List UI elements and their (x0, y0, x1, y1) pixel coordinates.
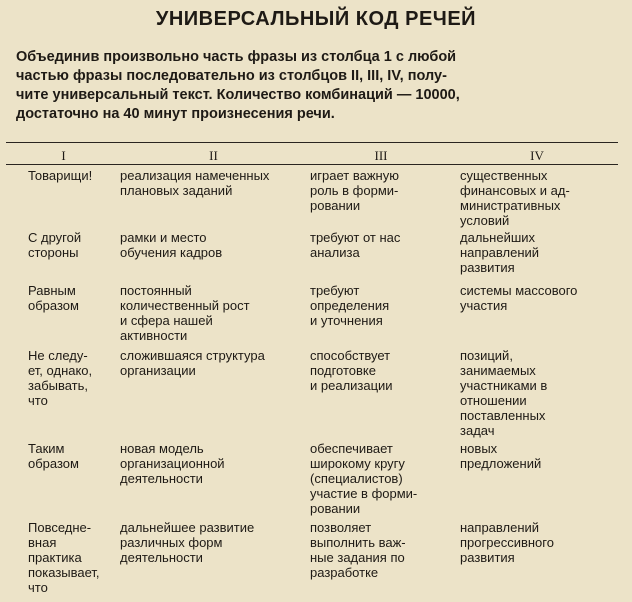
cell-line: деятельности (120, 471, 203, 486)
table-cell-r3-c2 (120, 283, 250, 343)
cell-line: обеспечивает (310, 441, 393, 456)
cell-line: предложений (460, 456, 542, 471)
table-cell-r2-c1 (28, 230, 81, 260)
table-cell-r2-c3 (310, 230, 400, 260)
cell-line: (специалистов) (310, 471, 403, 486)
cell-line: требуют (310, 283, 360, 298)
table-cell-r1-c4 (460, 168, 570, 228)
table-cell-r4-c1 (28, 348, 92, 408)
cell-line: активности (120, 328, 188, 343)
cell-line: поставленных (460, 408, 546, 423)
cell-line: способствует (310, 348, 391, 363)
cell-line: системы массового (460, 283, 578, 298)
intro-line: чите универсальный текст. Количество комбинаций — 10000, (16, 87, 460, 103)
cell-line: образом (28, 456, 79, 471)
table-cell-r5-c1 (28, 441, 79, 471)
table-cell-r2-c4 (460, 230, 539, 275)
cell-line: роль в форми- (310, 183, 399, 198)
cell-line: позиций, (460, 348, 513, 363)
cell-line: плановых заданий (120, 183, 233, 198)
cell-line: и реализации (310, 378, 393, 393)
table-cell-r4-c4 (460, 348, 547, 438)
table-cell-r3-c3 (310, 283, 389, 328)
table-cell-r6-c3 (310, 520, 406, 580)
cell-line: показывает, (28, 565, 100, 580)
cell-line: рамки и место (120, 230, 207, 245)
cell-line: ровании (310, 198, 361, 213)
table-cell-r5-c4 (460, 441, 541, 471)
cell-line: различных форм (120, 535, 223, 550)
cell-line: выполнить важ- (310, 535, 406, 550)
cell-line: участниками в (460, 378, 548, 393)
table-cell-r3-c1 (28, 283, 79, 313)
table-cell-r5-c3 (310, 441, 417, 516)
cell-line: организации (120, 363, 196, 378)
cell-line: стороны (28, 245, 79, 260)
cell-line: занимаемых (460, 363, 536, 378)
table-cell-r3-c4 (460, 283, 577, 313)
cell-line: количественный рост (120, 298, 250, 313)
cell-line: что (28, 393, 48, 408)
table-cell-r1-c3 (310, 168, 399, 213)
table-header-rule (6, 164, 618, 165)
column-header-2: II (209, 148, 218, 163)
intro-line: частью фразы последовательно из столбцов II, III, IV, полу- (16, 68, 447, 84)
table-top-rule (6, 142, 618, 143)
cell-line: условий (460, 213, 510, 228)
cell-line: Повседне- (28, 520, 92, 535)
cell-line: дальнейших (460, 230, 536, 245)
cell-line: обучения кадров (120, 245, 223, 260)
cell-line: забывать, (28, 378, 89, 393)
column-header-1: I (61, 148, 66, 163)
cell-line: реализация намеченных (120, 168, 270, 183)
cell-line: направлений (460, 245, 540, 260)
cell-line: ные задания по (310, 550, 405, 565)
cell-line: участие в форми- (310, 486, 418, 501)
cell-line: практика (28, 550, 82, 565)
cell-line: Не следу- (28, 348, 88, 363)
cell-line: дальнейшее развитие (120, 520, 255, 535)
cell-line: развития (460, 260, 515, 275)
intro-line: Объединив произвольно часть фразы из столбца 1 с любой (16, 49, 457, 65)
cell-line: организационной (120, 456, 225, 471)
cell-line: вная (28, 535, 57, 550)
intro-paragraph (16, 48, 618, 124)
table-cell-r6-c2 (120, 520, 254, 565)
cell-line: образом (28, 298, 79, 313)
table-cell-r6-c4 (460, 520, 554, 565)
column-header-4: IV (530, 148, 544, 163)
table-cell-r4-c2 (120, 348, 265, 378)
cell-line: Таким (28, 441, 65, 456)
cell-line: сложившаяся структура (120, 348, 265, 363)
table-cell-r4-c3 (310, 348, 393, 393)
cell-line: прогрессивного (460, 535, 554, 550)
cell-line: министративных (460, 198, 561, 213)
cell-line: направлений (460, 520, 540, 535)
cell-line: ровании (310, 501, 361, 516)
cell-line: Товарищи! (28, 168, 93, 183)
cell-line: анализа (310, 245, 360, 260)
cell-line: Равным (28, 283, 76, 298)
table-cell-r5-c2 (120, 441, 225, 486)
cell-line: развития (460, 550, 515, 565)
cell-line: широкому кругу (310, 456, 405, 471)
table-cell-r1-c1 (28, 168, 92, 183)
cell-line: определения (310, 298, 390, 313)
cell-line: и уточнения (310, 313, 383, 328)
cell-line: задач (460, 423, 495, 438)
cell-line: подготовке (310, 363, 376, 378)
cell-line: новых (460, 441, 498, 456)
cell-line: разработке (310, 565, 379, 580)
cell-line: ет, однако, (28, 363, 93, 378)
cell-line: требуют от нас (310, 230, 401, 245)
cell-line: позволяет (310, 520, 372, 535)
column-header-3: III (374, 148, 388, 163)
cell-line: участия (460, 298, 508, 313)
cell-line: что (28, 580, 48, 595)
table-cell-r2-c2 (120, 230, 222, 260)
intro-line: достаточно на 40 минут произнесения речи. (16, 106, 335, 122)
table-cell-r6-c1 (28, 520, 100, 595)
document-title: УНИВЕРСАЛЬНЫЙ КОД РЕЧЕЙ (155, 8, 477, 30)
cell-line: существенных (460, 168, 548, 183)
cell-line: новая модель (120, 441, 204, 456)
cell-line: и сфера нашей (120, 313, 213, 328)
cell-line: играет важную (310, 168, 399, 183)
table-cell-r1-c2 (120, 168, 269, 198)
cell-line: отношении (460, 393, 527, 408)
cell-line: постоянный (120, 283, 192, 298)
cell-line: С другой (28, 230, 82, 245)
cell-line: финансовых и ад- (460, 183, 570, 198)
cell-line: деятельности (120, 550, 203, 565)
